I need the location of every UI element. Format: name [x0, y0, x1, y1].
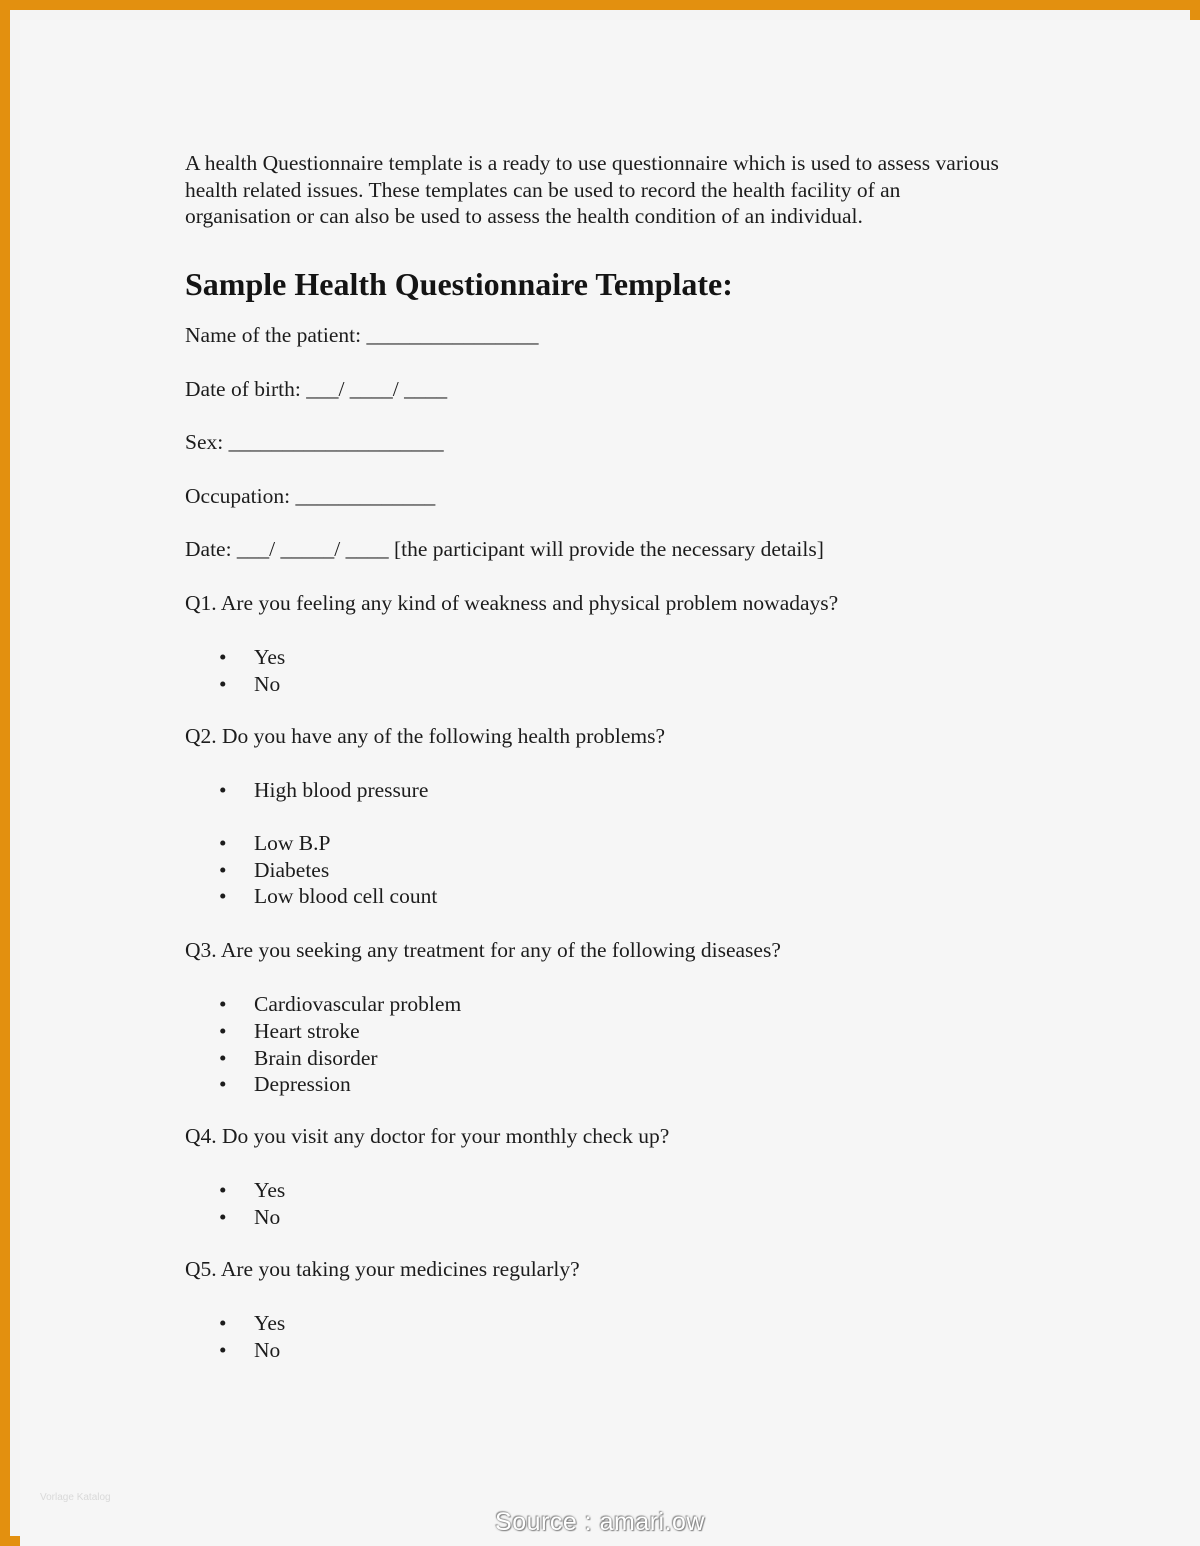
- bullet-icon: •: [219, 830, 227, 855]
- list-item: • Heart stroke: [219, 1018, 360, 1043]
- bullet-icon: •: [219, 1311, 227, 1335]
- watermark-text: Vorlage Katalog: [40, 1492, 111, 1503]
- question-4-options: [185, 1177, 285, 1231]
- question-5: Q5. Are you taking your medicines regularly?: [185, 1257, 580, 1281]
- intro-paragraph: A health Questionnaire template is a ready to use questionnaire which is used to assess various health related issues. These templates can be used to record the health facility of an organisation or can also be used to assess the health condition of an individual.: [185, 151, 999, 228]
- question-2-options: [185, 777, 437, 910]
- bullet-icon: •: [219, 992, 227, 1016]
- list-item: • Yes: [219, 1178, 286, 1202]
- bullet-icon: •: [219, 884, 227, 909]
- bullet-icon: •: [219, 778, 227, 802]
- question-3: Q3. Are you seeking any treatment for any of the following diseases?: [185, 938, 781, 962]
- field-sex: Sex: ____________________: [185, 430, 444, 454]
- question-2: Q2. Do you have any of the following health problems?: [185, 724, 666, 748]
- bullet-icon: •: [219, 1018, 227, 1043]
- bullet-icon: •: [219, 857, 227, 882]
- question-1: Q1. Are you feeling any kind of weakness and physical problem nowadays?: [185, 591, 839, 615]
- list-item: • No: [219, 1204, 281, 1229]
- bullet-icon: •: [219, 671, 227, 696]
- bullet-icon: •: [219, 1072, 227, 1097]
- source-caption: Source : amari.ow: [495, 1508, 705, 1536]
- bullet-icon: •: [219, 645, 227, 669]
- field-patient-name: Name of the patient: ________________: [185, 323, 539, 347]
- list-item: • Low B.P: [219, 830, 331, 855]
- list-item: • Diabetes: [219, 857, 330, 882]
- bullet-icon: •: [219, 1337, 227, 1362]
- list-item: • Yes: [219, 1311, 286, 1335]
- list-item: • Low blood cell count: [219, 884, 438, 909]
- field-date-of-birth: Date of birth: ___/ ____/ ____: [185, 377, 448, 401]
- list-item: • Brain disorder: [219, 1045, 378, 1070]
- page-title: Sample Health Questionnaire Template:: [185, 265, 733, 302]
- document-body: [185, 150, 1015, 1362]
- question-3-options: [185, 991, 461, 1098]
- list-item: • Yes: [219, 645, 286, 669]
- question-4: Q4. Do you visit any doctor for your monthly check up?: [185, 1124, 670, 1148]
- list-item: • Depression: [219, 1072, 351, 1097]
- list-item: • High blood pressure: [219, 778, 429, 802]
- field-occupation: Occupation: _____________: [185, 484, 436, 508]
- bullet-icon: •: [219, 1204, 227, 1229]
- bullet-icon: •: [219, 1045, 227, 1070]
- question-1-options: [185, 644, 285, 698]
- list-item: • No: [219, 1337, 281, 1362]
- question-5-options: [185, 1310, 285, 1364]
- list-item: • Cardiovascular problem: [219, 992, 462, 1016]
- list-item: • No: [219, 671, 281, 696]
- bullet-icon: •: [219, 1178, 227, 1202]
- field-date: Date: ___/ _____/ ____ [the participant will provide the necessary details]: [185, 537, 824, 561]
